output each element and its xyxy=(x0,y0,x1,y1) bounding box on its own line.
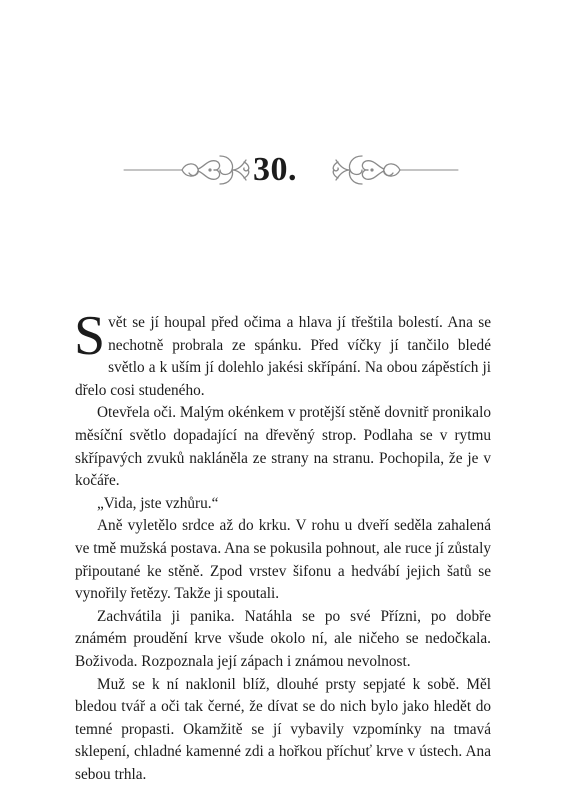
chapter-header xyxy=(0,140,565,200)
paragraph-6: Muž se k ní naklonil blíž, dlouhé prsty sepjaté k sobě. Měl bledou tvář a oči tak černé, že dívat se do nich bylo jako hledět do temné propasti. Okamžitě se jí vybavily vzpomínky na tmavá sklepení, chladné kamenné zdi a hořkou příchuť krve v ústech. Ana sebou trhla. xyxy=(75,675,491,783)
paragraph-4: Aně vyletělo srdce až do krku. V rohu u dveří seděla zahalená ve tmě mužská postava. Ana se pokusila pohnout, ale ruce jí zůstaly připoutané ke stěně. Zpod vrstev šifonu a hedvábí jejich šatů se vynořily řetězy. Takže ji spoutali. xyxy=(75,517,491,603)
chapter-body xyxy=(74,305,491,786)
chapter-number: 30. xyxy=(253,151,297,188)
paragraph-1 xyxy=(74,305,491,402)
flourish-ornament-right xyxy=(322,150,462,190)
paragraph-5: Zachvátila ji panika. Natáhla se po své Přízni, po dobře známém proudění krve všude okolo ní, ale ničeho se nedočkala. Boživoda. Rozpoznala její zápach i známou nevolnost. xyxy=(75,607,491,670)
paragraph-1-text: vět se jí houpal před očima a hlava jí třeštila bolestí. Ana se nechotně probrala ze spánku. Před víčky jí tančilo bledé světlo a k uším jí dolehlo jakési skřípání. Na obou zápěstích ji dřelo cosi studeného. xyxy=(75,314,491,399)
drop-cap: S xyxy=(74,305,106,367)
paragraph-3: „Vida, jste vzhůru.“ xyxy=(97,494,219,512)
paragraph-2: Otevřela oči. Malým okénkem v protější stěně dovnitř pronikalo měsíční světlo dopadající na dřevěný strop. Podlaha se v rytmu skřípavých zvuků nakláněla ze strany na stranu. Pochopila, že je v kočáře. xyxy=(75,404,491,490)
